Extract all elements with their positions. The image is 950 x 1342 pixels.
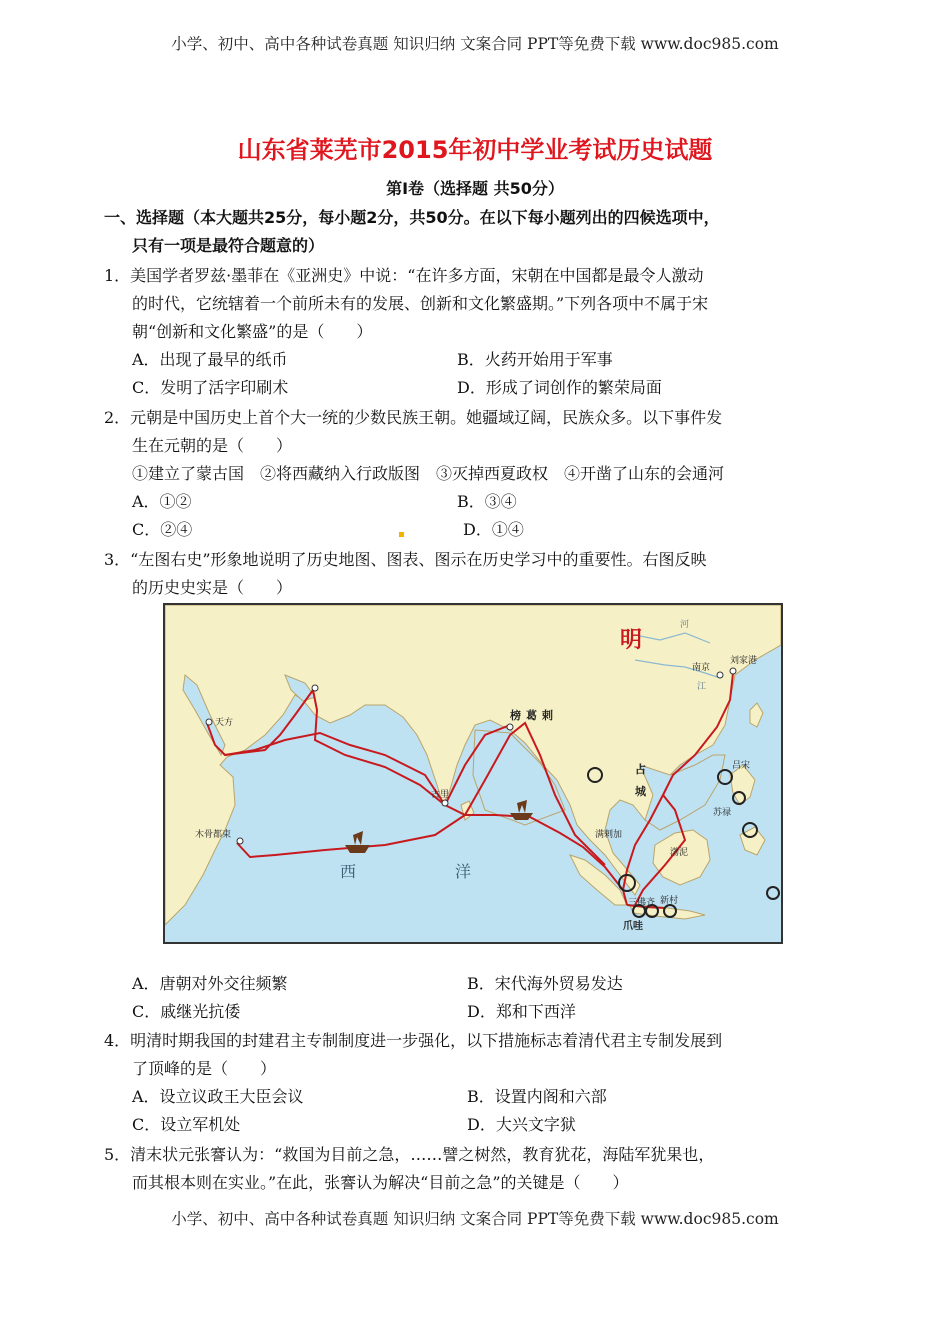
q1-option-d: D．形成了词创作的繁荣局面: [457, 378, 662, 397]
q5-stem-2: 而其根本则在实业。”在此，张謇认为解决“目前之急”的关键是（ ）: [132, 1173, 629, 1192]
q4-option-a: A．设立议政王大臣会议: [132, 1087, 304, 1106]
port-dot-tianfang: [206, 719, 212, 725]
label-ming: 明: [620, 628, 643, 653]
label-sanfoqi: 三佛齐: [628, 898, 656, 908]
q4-option-d: D．大兴文字狱: [467, 1115, 576, 1134]
q3-stem-2: 的历史史实是（ ）: [132, 578, 293, 597]
port-dot-hormuz: [312, 685, 318, 691]
q5-stem: 5．清末状元张謇认为：“救国为目前之急，……譬之树然，教育犹花，海陆军犹果也，: [104, 1145, 715, 1164]
label-zhancheng-1: 占: [635, 763, 646, 776]
q2-stem: 2．元朝是中国历史上首个大一统的少数民族王朝。她疆域辽阔，民族众多。以下事件发: [104, 408, 723, 427]
label-tianfang: 天方: [215, 718, 234, 728]
q1-stem-3: 朝“创新和文化繁盛”的是（ ）: [132, 322, 373, 341]
label-lusong: 吕宋: [732, 761, 751, 771]
section-heading-cont: 只有一项是最符合题意的）: [132, 236, 325, 255]
label-xincun: 新村: [660, 896, 679, 906]
port-dot-nanjing: [717, 672, 723, 678]
label-liujiagang: 刘家港: [730, 656, 758, 666]
q3-option-b: B．宋代海外贸易发达: [467, 974, 623, 993]
label-yang: 洋: [455, 862, 472, 881]
q4-stem: 4．明清时期我国的封建君主专制制度进一步强化，以下措施标志着清代君主专制发展到: [104, 1031, 723, 1050]
label-nanjing: 南京: [692, 663, 711, 673]
label-zhancheng-2: 城: [635, 785, 646, 798]
q3-option-a: A．唐朝对外交往频繁: [132, 974, 288, 993]
q2-option-b: B．③④: [457, 492, 517, 511]
q2-option-c: C．②④: [132, 520, 193, 539]
q1-stem-2: 的时代，它统辖着一个前所未有的发展、创新和文化繁盛期。”下列各项中不属于宋: [132, 294, 709, 313]
port-dot-mogadishu: [237, 838, 243, 844]
label-boni: 渤泥: [670, 848, 689, 858]
footer-banner: 小学、初中、高中各种试卷真题 知识归纳 文案合同 PPT等免费下载 www.doc985.com: [171, 1210, 779, 1228]
label-sulu: 苏禄: [713, 808, 732, 818]
page-title: 山东省莱芜市2015年初中学业考试历史试题: [237, 136, 713, 164]
label-he: 河: [680, 620, 690, 630]
label-manlajia: 满剌加: [595, 830, 623, 840]
q4-option-c: C．设立军机处: [132, 1115, 241, 1134]
q2-option-a: A．①②: [132, 492, 192, 511]
q4-option-b: B．设置内阁和六部: [467, 1087, 607, 1106]
q2-items: ①建立了蒙古国 ②将西藏纳入行政版图 ③灭掉西夏政权 ④开凿了山东的会通河: [132, 464, 725, 483]
label-mugudushu: 木骨都束: [195, 830, 232, 840]
q2-option-d: D．①④: [463, 520, 524, 539]
port-dot-bengal: [507, 724, 513, 730]
taiwan-landmass: [750, 703, 763, 727]
label-bangladesh: 榜葛剌: [510, 709, 558, 722]
q1-stem: 1．美国学者罗兹·墨菲在《亚洲史》中说：“在许多方面，宋朝在中国都是最令人激动: [104, 266, 704, 285]
q3-option-d: D．郑和下西洋: [467, 1002, 576, 1021]
label-zhaowa: 爪哇: [623, 921, 643, 932]
section-heading: 一、选择题（本大题共25分，每小题2分，共50分。在以下每小题列出的四候选项中，: [104, 208, 720, 227]
label-jiang: 江: [697, 682, 707, 692]
map-svg: [165, 605, 781, 942]
stray-mark: [399, 532, 404, 537]
q1-option-a: A．出现了最早的纸币: [132, 350, 288, 369]
part-title: 第Ⅰ卷（选择题 共50分）: [386, 179, 564, 198]
port-circle-east: [767, 887, 779, 899]
port-dot-guli: [442, 800, 448, 806]
header-banner: 小学、初中、高中各种试卷真题 知识归纳 文案合同 PPT等免费下载 www.doc985.com: [171, 35, 779, 53]
q3-stem: 3．“左图右史”形象地说明了历史地图、图表、图示在历史学习中的重要性。右图反映: [104, 550, 707, 569]
q2-stem-2: 生在元朝的是（ ）: [132, 436, 293, 455]
q1-option-c: C．发明了活字印刷术: [132, 378, 289, 397]
zheng-he-voyage-map: [163, 603, 783, 944]
port-dot-liujiagang: [730, 668, 736, 674]
ship-icon-1: [345, 831, 370, 853]
label-xi: 西: [340, 862, 357, 881]
q1-option-b: B．火药开始用于军事: [457, 350, 613, 369]
q3-option-c: C．戚继光抗倭: [132, 1002, 241, 1021]
q4-stem-2: 了顶峰的是（ ）: [132, 1059, 277, 1078]
label-guli: 古里: [431, 790, 450, 800]
